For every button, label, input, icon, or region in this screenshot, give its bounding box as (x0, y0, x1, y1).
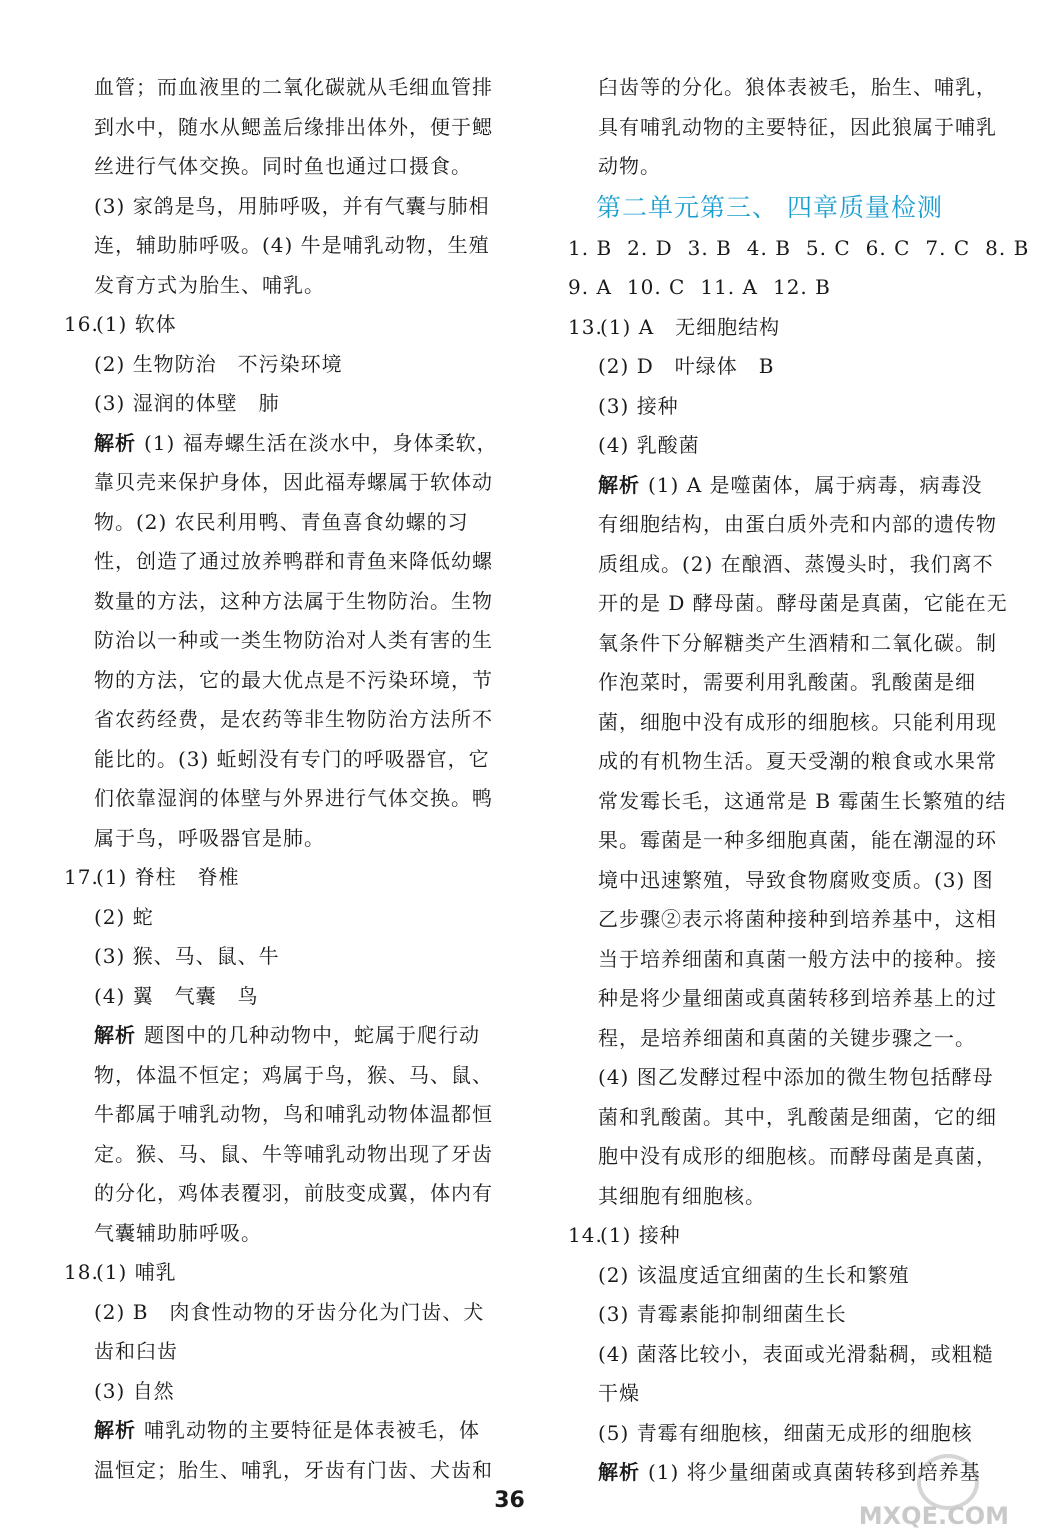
left-column (64, 68, 498, 1490)
line-text: 数量的方法，这种方法属于生物防治。生物 (94, 588, 493, 613)
line-text: 靠贝壳来保护身体，因此福寿螺属于软体动 (94, 470, 493, 494)
line-text: 属于鸟，呼吸器官是肺。 (94, 825, 325, 850)
question-number: 13. (568, 314, 603, 339)
text-line (568, 703, 997, 743)
analysis-label: 解析 (94, 430, 136, 455)
question-number: 18. (64, 1260, 99, 1284)
line-text: 连，辅助肺呼吸。(4) 牛是哺乳动物，生殖 (94, 233, 490, 257)
text-line (568, 979, 997, 1019)
text-line (64, 108, 492, 148)
line-text: (1) 软体 (96, 312, 177, 336)
watermark-text: MXQE.COM (858, 1502, 1009, 1530)
line-text: 臼齿等的分化。狼体表被毛，胎生、哺乳， (598, 75, 997, 99)
page-number: 36 (494, 1488, 525, 1513)
text-line (568, 545, 993, 585)
line-text: 到水中，随水从鳃盖后缘排出体外，便于鳃 (94, 114, 493, 139)
line-text: 防治以一种或一类生物防治对人类有害的生 (94, 628, 493, 652)
answer-item: 7. C (925, 235, 971, 260)
answer-item: 1. B (568, 235, 613, 260)
text-line (568, 505, 997, 545)
text-line (64, 1095, 492, 1135)
text-line (568, 821, 997, 861)
line-text: (1) 接种 (600, 1223, 681, 1247)
line-text: (3) 家鸽是鸟，用肺呼吸，并有气囊与肺相 (94, 193, 490, 218)
right-top-continuation (568, 68, 997, 187)
line-text: 温恒定；胎生、哺乳，牙齿有门齿、犬齿和 (94, 1457, 493, 1482)
line-text: 程，是培养细菌和真菌的关键步骤之一。 (598, 1025, 976, 1050)
text-line (64, 226, 492, 266)
text-line (568, 68, 997, 108)
answer-item: 3. B (687, 235, 732, 260)
text-line (64, 463, 492, 503)
text-line (568, 1058, 993, 1098)
text-line (568, 1295, 993, 1335)
line-text: 作泡菜时，需要利用乳酸菌。乳酸菌是细 (598, 670, 976, 694)
question-line (64, 305, 492, 345)
line-text: (2) B 肉食性动物的牙齿分化为门齿、犬 (94, 1299, 485, 1324)
answer-item: 4. B (746, 235, 791, 260)
analysis-label: 解析 (94, 1023, 136, 1047)
line-text: 成的有机物生活。夏天受潮的粮食或水果常 (598, 749, 997, 773)
text-line (64, 898, 492, 938)
line-text: (2) 生物防治 不污染环境 (94, 351, 343, 376)
analysis-line (64, 424, 498, 464)
line-text: (4) 翼 气囊 鸟 (94, 983, 259, 1008)
text-line (568, 108, 997, 148)
answers-row-1 (568, 229, 1030, 269)
text-line (568, 940, 997, 980)
line-text: 具有哺乳动物的主要特征，因此狼属于哺乳 (598, 114, 997, 139)
text-line (64, 977, 492, 1017)
line-text: (2) D 叶绿体 B (598, 354, 775, 378)
text-line (568, 742, 997, 782)
text-line (64, 1293, 492, 1333)
text-line (64, 740, 492, 780)
question-number: 17. (64, 865, 99, 889)
line-text: 物的方法，它的最大优点是不污染环境，节 (94, 667, 493, 692)
answer-item: 10. C (626, 275, 686, 299)
text-line (64, 384, 492, 424)
text-line (64, 779, 492, 819)
line-text: 种是将少量细菌或真菌转移到培养基上的过 (598, 986, 997, 1010)
line-text: 常发霉长毛，这通常是 B 霉菌生长繁殖的结 (598, 788, 1007, 813)
text-line (568, 1098, 997, 1138)
line-text: (1) A 无细胞结构 (600, 314, 781, 339)
line-text: (2) 该温度适宜细菌的生长和繁殖 (598, 1262, 910, 1287)
line-text: (3) 自然 (94, 1378, 175, 1403)
text-line (568, 1414, 993, 1454)
question-line (64, 1253, 492, 1293)
text-line (64, 582, 492, 622)
line-text: (1) 将少量细菌或真菌转移到培养基 (648, 1460, 981, 1484)
analysis-line (568, 466, 993, 506)
line-text: 菌和乳酸菌。其中，乳酸菌是细菌，它的细 (598, 1104, 997, 1129)
line-text: (4) 乳酸菌 (598, 433, 700, 457)
line-text: (1) 脊柱 脊椎 (96, 865, 240, 889)
line-text: 当于培养细菌和真菌一般方法中的接种。接 (598, 946, 997, 971)
line-text: 性，创造了通过放养鸭群和青鱼来降低幼螺 (94, 549, 493, 573)
line-text: 干燥 (598, 1381, 640, 1405)
analysis-label: 解析 (598, 472, 640, 497)
line-text: 境中迅速繁殖，导致食物腐败变质。(3) 图 (598, 867, 994, 892)
line-text: 题图中的几种动物中，蛇属于爬行动 (144, 1023, 480, 1047)
line-text: 发育方式为胎生、哺乳。 (94, 272, 325, 297)
analysis-label: 解析 (94, 1418, 136, 1442)
text-line (64, 147, 492, 187)
answer-item: 11. A (700, 275, 758, 299)
line-text: 果。霉菌是一种多细胞真菌，能在潮湿的环 (598, 828, 997, 852)
line-text: 气囊辅助肺呼吸。 (94, 1220, 262, 1245)
text-line (64, 503, 492, 543)
line-text: 质组成。(2) 在酿酒、蒸馒头时，我们离不 (598, 551, 994, 576)
text-line (568, 782, 1007, 822)
text-line (568, 387, 993, 427)
answer-item: 12. B (772, 275, 831, 299)
line-text: 物，体温不恒定；鸡属于鸟，猴、马、鼠、 (94, 1062, 493, 1087)
text-line (64, 266, 492, 306)
answers-row-2 (568, 268, 993, 308)
line-text: 有细胞结构，由蛋白质外壳和内部的遗传物 (598, 512, 997, 536)
line-text: 齿和臼齿 (94, 1339, 178, 1363)
text-line (64, 1214, 492, 1254)
text-line (568, 1137, 997, 1177)
answer-item: 2. D (627, 235, 673, 260)
text-line (568, 1019, 993, 1059)
question-number: 16. (64, 312, 99, 336)
text-line (568, 1177, 993, 1217)
right-main-content (568, 308, 1008, 1493)
section-title: 第二单元第三、 四章质量检测 (596, 192, 943, 222)
text-line (568, 426, 993, 466)
text-line (64, 819, 492, 859)
question-number: 14. (568, 1223, 603, 1247)
analysis-line (64, 1016, 492, 1056)
text-line (64, 1135, 492, 1175)
text-line (568, 1374, 993, 1414)
line-text: (4) 菌落比较小，表面或光滑黏稠，或粗糙 (598, 1341, 994, 1366)
line-text: 菌，细胞中没有成形的细胞核。只能利用现 (598, 709, 997, 734)
line-text: 牛都属于哺乳动物，鸟和哺乳动物体温都恒 (94, 1102, 493, 1126)
line-text: (3) 接种 (598, 393, 679, 418)
analysis-label: 解析 (598, 1460, 640, 1484)
text-line (64, 542, 492, 582)
line-text: 省农药经费，是农药等非生物防治方法所不 (94, 707, 493, 731)
text-line (64, 68, 492, 108)
question-line (568, 308, 993, 348)
analysis-line (64, 1411, 492, 1451)
text-line (64, 1451, 492, 1491)
line-text: (4) 图乙发酵过程中添加的微生物包括酵母 (598, 1065, 994, 1089)
text-line (64, 937, 492, 977)
line-text: 定。猴、马、鼠、牛等哺乳动物出现了牙齿 (94, 1141, 493, 1166)
line-text: 物。(2) 农民利用鸭、青鱼喜食幼螺的习 (94, 509, 469, 534)
line-text: 丝进行气体交换。同时鱼也通过口摄食。 (94, 154, 472, 178)
question-line (64, 858, 492, 898)
text-line (568, 1335, 993, 1375)
text-line (64, 187, 492, 227)
text-line (64, 1174, 492, 1214)
text-line (64, 345, 492, 385)
answer-item: 9. A (568, 275, 612, 299)
line-text: 哺乳动物的主要特征是体表被毛，体 (144, 1418, 480, 1442)
text-line (64, 1056, 492, 1096)
right-column (568, 68, 1030, 1493)
line-text: (1) 哺乳 (96, 1260, 177, 1284)
line-text: 氧条件下分解糖类产生酒精和二氧化碳。制 (598, 630, 997, 655)
question-line (568, 1216, 993, 1256)
text-line (64, 1372, 492, 1412)
text-line (64, 700, 492, 740)
text-line (64, 661, 492, 701)
text-line (568, 624, 997, 664)
text-line (568, 147, 993, 187)
line-text: (3) 猴、马、鼠、牛 (94, 944, 280, 968)
text-line (568, 900, 997, 940)
text-line (568, 1256, 993, 1296)
text-line (568, 663, 993, 703)
answer-item: 6. C (865, 235, 911, 260)
line-text: (2) 蛇 (94, 904, 154, 929)
line-text: 能比的。(3) 蚯蚓没有专门的呼吸器官，它 (94, 746, 490, 771)
line-text: (1) 福寿螺生活在淡水中，身体柔软， (144, 430, 498, 455)
line-text: 胞中没有成形的细胞核。而酵母菌是真菌， (598, 1144, 997, 1168)
line-text: 其细胞有细胞核。 (598, 1183, 766, 1208)
line-text: (5) 青霉有细胞核，细菌无成形的细胞核 (598, 1420, 973, 1445)
answer-item: 5. C (805, 235, 851, 260)
line-text: 动物。 (598, 154, 661, 178)
answer-item: 8. B (985, 235, 1030, 260)
line-text: 们依靠湿润的体壁与外界进行气体交换。鸭 (94, 786, 493, 810)
line-text: (1) A 是噬菌体，属于病毒，病毒没 (648, 472, 983, 497)
text-line (64, 621, 492, 661)
text-line (568, 347, 993, 387)
line-text: (3) 青霉素能抑制细菌生长 (598, 1302, 847, 1326)
text-line (568, 584, 1008, 624)
watermark-logo (858, 1452, 1015, 1532)
line-text: 的分化，鸡体表覆羽，前肢变成翼，体内有 (94, 1181, 493, 1205)
text-line (568, 861, 993, 901)
line-text: 开的是 D 酵母菌。酵母菌是真菌，它能在无 (598, 591, 1008, 615)
line-text: 血管；而血液里的二氧化碳就从毛细血管排 (94, 75, 493, 99)
line-text: (3) 湿润的体壁 肺 (94, 391, 280, 415)
line-text: 乙步骤②表示将菌种接种到培养基中，这相 (598, 907, 997, 931)
text-line (64, 1332, 492, 1372)
